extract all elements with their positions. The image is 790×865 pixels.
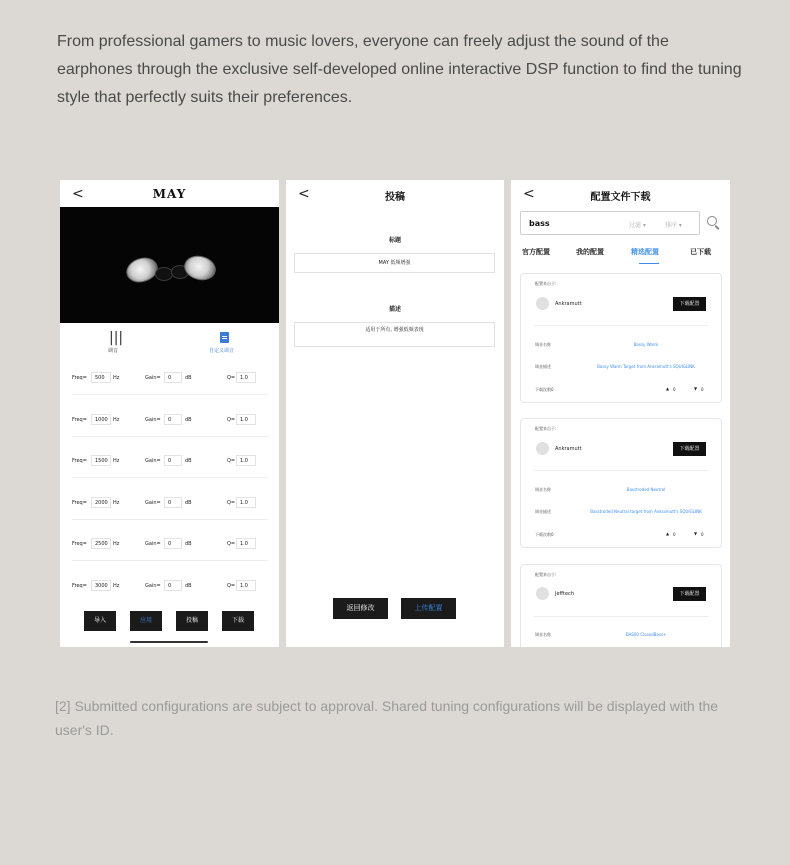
tune-name-label: 调音名称 bbox=[535, 342, 551, 347]
gain-input[interactable]: 0 bbox=[164, 497, 182, 508]
tune-desc: Basstroded Neutral target from Ankramutt's SQUIGLINK bbox=[590, 509, 702, 514]
source-label: 配置来自于: bbox=[535, 426, 557, 431]
q-input[interactable]: 1.0 bbox=[236, 497, 256, 508]
source-label: 配置来自于: bbox=[535, 572, 557, 577]
earbud-left-nozzle bbox=[155, 267, 173, 281]
download-button[interactable]: 下载 bbox=[222, 611, 254, 631]
hz-unit: Hz bbox=[113, 375, 120, 381]
gain-label: Gain= bbox=[145, 541, 161, 547]
tune-desc-label: 调音描述 bbox=[535, 509, 551, 514]
eq-row-divider bbox=[72, 394, 268, 395]
back-button[interactable]: < bbox=[298, 186, 310, 202]
q-input[interactable]: 1.0 bbox=[236, 455, 256, 466]
avatar bbox=[536, 587, 549, 600]
gain-input[interactable]: 0 bbox=[164, 538, 182, 549]
q-label: Q= bbox=[227, 582, 236, 589]
tune-desc: Bassy Warm Target from Ankramutt's SQUIGLINK bbox=[597, 364, 695, 369]
gain-input[interactable]: 0 bbox=[164, 414, 182, 425]
like-count: 0 bbox=[673, 532, 676, 537]
back-button[interactable]: < bbox=[523, 186, 535, 202]
dislike-count: 0 bbox=[701, 387, 704, 392]
q-input[interactable]: 1.0 bbox=[236, 580, 256, 591]
tune-desc-label: 调音描述 bbox=[535, 364, 551, 369]
gain-label: Gain= bbox=[145, 416, 161, 423]
dislike-count: 0 bbox=[701, 532, 704, 537]
submit-button[interactable]: 投稿 bbox=[176, 611, 208, 631]
eq-band-row bbox=[72, 455, 268, 467]
gain-label: Gain= bbox=[145, 499, 161, 506]
gain-label: Gain= bbox=[145, 582, 161, 589]
title-field[interactable]: MAY 低频增强 bbox=[294, 253, 495, 273]
q-input[interactable]: 1.0 bbox=[236, 414, 256, 425]
freq-input[interactable]: 1500 bbox=[91, 455, 111, 466]
tab-eq-label[interactable]: 调音 bbox=[108, 348, 119, 354]
tune-name: Bassy Warm bbox=[633, 342, 659, 347]
avatar bbox=[536, 297, 549, 310]
tab-indicator bbox=[639, 263, 659, 264]
config-card bbox=[520, 564, 722, 647]
document-icon[interactable] bbox=[220, 332, 229, 343]
eq-band-row bbox=[72, 538, 268, 550]
source-label: 配置来自于: bbox=[535, 281, 557, 286]
tab-featured[interactable]: 精选配置 bbox=[631, 248, 659, 256]
description-field[interactable]: 适用于所有, 增强低频表现 bbox=[294, 322, 495, 347]
eq-band-row bbox=[72, 580, 268, 592]
brand-title: MAY bbox=[152, 187, 187, 201]
q-input[interactable]: 1.0 bbox=[236, 372, 256, 383]
avatar bbox=[536, 442, 549, 455]
eq-row-divider bbox=[72, 436, 268, 437]
download-config-button[interactable]: 下载配置 bbox=[673, 442, 706, 456]
user-name: Jefftech bbox=[555, 591, 574, 597]
config-download-screen bbox=[511, 180, 730, 647]
tab-mine[interactable]: 我的配置 bbox=[576, 248, 604, 256]
hz-unit: Hz bbox=[113, 541, 120, 547]
eq-band-row bbox=[72, 414, 268, 426]
eq-row-divider bbox=[72, 560, 268, 561]
divider bbox=[534, 325, 708, 326]
db-unit: dB bbox=[185, 499, 192, 506]
search-query: bass bbox=[529, 219, 550, 228]
thumbs-down-icon[interactable]: ▼ bbox=[694, 531, 698, 536]
db-unit: dB bbox=[185, 458, 192, 464]
q-input[interactable]: 1.0 bbox=[236, 538, 256, 549]
tab-official[interactable]: 官方配置 bbox=[522, 248, 550, 256]
download-count: 下载次数0 bbox=[535, 532, 554, 537]
sort-dropdown[interactable]: 排序 ▾ bbox=[665, 222, 682, 229]
hz-unit: Hz bbox=[113, 458, 120, 464]
freq-label: Freq= bbox=[72, 416, 87, 423]
search-input[interactable] bbox=[520, 211, 700, 235]
tab-downloaded[interactable]: 已下载 bbox=[690, 248, 711, 256]
apply-button[interactable]: 应用 bbox=[130, 611, 162, 631]
q-label: Q= bbox=[227, 416, 236, 423]
equalizer-icon[interactable]: ||| bbox=[109, 330, 124, 346]
gain-label: Gain= bbox=[145, 375, 161, 381]
footnote: [2] Submitted configurations are subject to approval. Shared tuning configurations will be displayed with the user's ID. bbox=[55, 698, 719, 738]
hz-unit: Hz bbox=[113, 416, 120, 423]
db-unit: dB bbox=[185, 541, 192, 547]
product-image bbox=[60, 207, 279, 323]
config-card bbox=[520, 418, 722, 548]
divider bbox=[534, 616, 708, 617]
freq-label: Freq= bbox=[72, 582, 87, 589]
tune-name: Basstroded Neutral bbox=[626, 487, 666, 492]
hz-unit: Hz bbox=[113, 582, 120, 589]
submit-screen bbox=[286, 180, 504, 647]
freq-input[interactable]: 500 bbox=[91, 372, 111, 383]
divider bbox=[534, 470, 708, 471]
gain-label: Gain= bbox=[145, 458, 161, 464]
gain-input[interactable]: 0 bbox=[164, 455, 182, 466]
download-config-button[interactable]: 下载配置 bbox=[673, 297, 706, 311]
home-indicator bbox=[130, 641, 208, 643]
gain-input[interactable]: 0 bbox=[164, 580, 182, 591]
freq-input[interactable]: 3000 bbox=[91, 580, 111, 591]
freq-label: Freq= bbox=[72, 458, 87, 464]
db-unit: dB bbox=[185, 582, 192, 589]
thumbs-up-icon[interactable]: ▲ bbox=[666, 531, 670, 536]
eq-row-divider bbox=[72, 519, 268, 520]
eq-screen bbox=[60, 180, 279, 647]
eq-band-row bbox=[72, 372, 268, 384]
eq-row-divider bbox=[72, 477, 268, 478]
back-edit-button[interactable]: 返回修改 bbox=[333, 598, 388, 619]
freq-label: Freq= bbox=[72, 499, 87, 506]
freq-input[interactable]: 2500 bbox=[91, 538, 111, 549]
description-label: 描述 bbox=[388, 306, 401, 313]
gain-input[interactable]: 0 bbox=[164, 372, 182, 383]
earbud-right bbox=[182, 252, 219, 283]
freq-input[interactable]: 2000 bbox=[91, 497, 111, 508]
back-button[interactable]: < bbox=[72, 186, 84, 202]
freq-label: Freq= bbox=[72, 375, 87, 381]
download-count: 下载次数0 bbox=[535, 387, 554, 392]
filter-dropdown[interactable]: 过滤 ▾ bbox=[629, 222, 646, 229]
tab-profile-label[interactable]: 自定义调音 bbox=[209, 348, 235, 354]
q-label: Q= bbox=[227, 541, 236, 547]
eq-band-row bbox=[72, 497, 268, 509]
search-icon[interactable] bbox=[707, 216, 717, 226]
thumbs-down-icon[interactable]: ▼ bbox=[694, 386, 698, 391]
import-button[interactable]: 导入 bbox=[84, 611, 116, 631]
intro-paragraph: From professional gamers to music lovers, everyone can freely adjust the sound of the earphones through the exclusive self-developed online interactive DSP function to find the tuning style that perfectly suits their preferences. bbox=[57, 33, 742, 106]
page-title: 配置文件下载 bbox=[590, 192, 651, 203]
hz-unit: Hz bbox=[113, 499, 120, 506]
user-name: Ankramutt bbox=[555, 446, 582, 452]
config-card bbox=[520, 273, 722, 403]
thumbs-up-icon[interactable]: ▲ bbox=[666, 386, 670, 391]
download-config-button[interactable]: 下载配置 bbox=[673, 587, 706, 601]
tune-name: DAS00 ClosedBass+ bbox=[625, 632, 667, 637]
q-label: Q= bbox=[227, 499, 236, 506]
db-unit: dB bbox=[185, 375, 192, 381]
user-name: Ankramutt bbox=[555, 301, 582, 307]
q-label: Q= bbox=[227, 458, 236, 464]
tune-name-label: 调音名称 bbox=[535, 487, 551, 492]
db-unit: dB bbox=[185, 416, 192, 423]
like-count: 0 bbox=[673, 387, 676, 392]
upload-config-button[interactable]: 上传配置 bbox=[401, 598, 456, 619]
q-label: Q= bbox=[227, 375, 236, 381]
title-label: 标题 bbox=[388, 237, 401, 244]
freq-label: Freq= bbox=[72, 541, 87, 547]
tune-name-label: 调音名称 bbox=[535, 632, 551, 637]
page-title: 投稿 bbox=[385, 192, 405, 203]
freq-input[interactable]: 1000 bbox=[91, 414, 111, 425]
